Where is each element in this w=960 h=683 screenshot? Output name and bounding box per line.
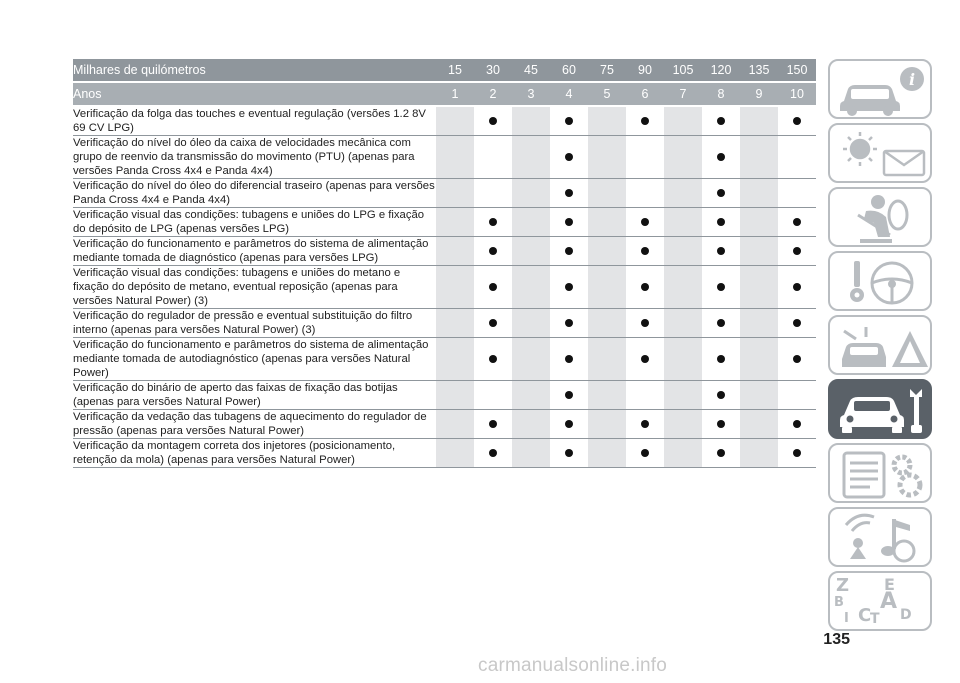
year-header-cell: 7 (664, 82, 702, 106)
interval-cell (740, 439, 778, 468)
km-header-cell: 75 (588, 59, 626, 82)
operation-description: Verificação do funcionamento e parâmetros do sistema de alimentação mediante tomada de diagnóstico (apenas para versões LPG) (73, 237, 436, 266)
interval-cell (436, 309, 474, 338)
interval-cell (512, 237, 550, 266)
interval-cell (664, 179, 702, 208)
km-header-label: Milhares de quilómetros (73, 59, 436, 82)
interval-cell (474, 179, 512, 208)
year-header-cell: 2 (474, 82, 512, 106)
interval-cell (474, 439, 512, 468)
index-letter: A (880, 589, 898, 614)
interval-cell (474, 106, 512, 136)
interval-cell (740, 381, 778, 410)
interval-cell (512, 381, 550, 410)
index-letter: E (884, 575, 895, 594)
km-header-cell: 120 (702, 59, 740, 82)
tab-safety[interactable] (828, 187, 932, 247)
interval-cell (512, 179, 550, 208)
interval-cell (740, 106, 778, 136)
index-letter: C (858, 605, 872, 626)
interval-cell (664, 266, 702, 309)
index-icon (830, 573, 930, 629)
check-mark-dot (641, 218, 649, 226)
interval-cell (436, 179, 474, 208)
interval-cell (588, 309, 626, 338)
interval-cell (474, 381, 512, 410)
interval-cell (664, 237, 702, 266)
interval-cell (588, 106, 626, 136)
interval-cell (474, 410, 512, 439)
interval-cell (550, 338, 588, 381)
interval-cell (702, 439, 740, 468)
check-mark-dot (489, 117, 497, 125)
check-mark-dot (717, 218, 725, 226)
interval-cell (550, 309, 588, 338)
check-mark-dot (717, 117, 725, 125)
operation-description: Verificação do binário de aperto das faixas de fixação das botijas (apenas para versões Natural Power) (73, 381, 436, 410)
interval-cell (664, 381, 702, 410)
interval-cell (436, 338, 474, 381)
interval-cell (702, 208, 740, 237)
km-header-cell: 135 (740, 59, 778, 82)
table-row (73, 410, 816, 439)
check-mark-dot (565, 283, 573, 291)
operation-description: Verificação da folga das touches e eventual regulação (versões 1.2 8V 69 CV LPG) (73, 106, 436, 136)
km-header-cell: 15 (436, 59, 474, 82)
table-row (73, 381, 816, 410)
tab-starting-driving[interactable] (828, 251, 932, 311)
year-header-cell: 5 (588, 82, 626, 106)
interval-cell (550, 237, 588, 266)
tab-warning-lights[interactable] (828, 123, 932, 183)
interval-cell (474, 237, 512, 266)
interval-cell (702, 410, 740, 439)
check-mark-dot (717, 283, 725, 291)
interval-cell (588, 338, 626, 381)
interval-cell (436, 208, 474, 237)
index-letter: T (870, 611, 880, 627)
check-mark-dot (565, 391, 573, 399)
technical-data-icon (830, 445, 934, 505)
watermark-text: carmanualsonline.info (478, 655, 668, 676)
interval-cell (702, 136, 740, 179)
index-letter: D (900, 607, 912, 623)
interval-cell (550, 208, 588, 237)
interval-cell (740, 136, 778, 179)
check-mark-dot (717, 391, 725, 399)
check-mark-dot (793, 218, 801, 226)
year-header-cell: 3 (512, 82, 550, 106)
interval-cell (702, 338, 740, 381)
interval-cell (778, 136, 816, 179)
interval-cell (626, 237, 664, 266)
warning-lights-icon (830, 125, 934, 185)
check-mark-dot (793, 319, 801, 327)
check-mark-dot (489, 355, 497, 363)
interval-cell (550, 179, 588, 208)
interval-cell (778, 309, 816, 338)
interval-cell (436, 266, 474, 309)
year-header-cell: 10 (778, 82, 816, 106)
car-info-icon (830, 61, 934, 121)
operation-description: Verificação do nível do óleo do diferencial traseiro (apenas para versões Panda Cross 4x4 e Panda 4x4) (73, 180, 435, 206)
check-mark-dot (641, 355, 649, 363)
km-header-cell: 60 (550, 59, 588, 82)
check-mark-dot (717, 189, 725, 197)
interval-cell (664, 106, 702, 136)
interval-cell (550, 136, 588, 179)
check-mark-dot (565, 319, 573, 327)
year-header-cell: 4 (550, 82, 588, 106)
interval-cell (626, 338, 664, 381)
page-number: 135 (823, 631, 850, 648)
interval-cell (436, 410, 474, 439)
tab-multimedia[interactable] (828, 507, 932, 567)
table-row (73, 136, 816, 179)
interval-cell (778, 106, 816, 136)
check-mark-dot (565, 218, 573, 226)
interval-cell (778, 410, 816, 439)
interval-cell (664, 410, 702, 439)
interval-cell (664, 208, 702, 237)
interval-cell (664, 338, 702, 381)
check-mark-dot (489, 420, 497, 428)
interval-cell (550, 439, 588, 468)
interval-cell (588, 179, 626, 208)
table-row (73, 309, 816, 338)
table-row (73, 106, 816, 136)
interval-cell (626, 208, 664, 237)
interval-cell (436, 106, 474, 136)
km-header-cell: 30 (474, 59, 512, 82)
interval-cell (626, 410, 664, 439)
interval-cell (626, 266, 664, 309)
tab-emergency[interactable] (828, 315, 932, 375)
table-row (73, 439, 816, 468)
check-mark-dot (641, 247, 649, 255)
check-mark-dot (717, 449, 725, 457)
interval-cell (588, 208, 626, 237)
interval-cell (778, 439, 816, 468)
interval-cell (702, 309, 740, 338)
svg-text:i: i (909, 70, 916, 89)
check-mark-dot (793, 117, 801, 125)
check-mark-dot (793, 449, 801, 457)
interval-cell (702, 106, 740, 136)
check-mark-dot (793, 420, 801, 428)
interval-cell (778, 237, 816, 266)
interval-cell (436, 381, 474, 410)
index-letter: Z (836, 575, 850, 596)
km-header-cell: 45 (512, 59, 550, 82)
operation-description: Verificação visual das condições: tubagens e uniões do LPG e fixação do depósito de LPG (apenas versões LPG) (73, 208, 436, 237)
check-mark-dot (641, 420, 649, 428)
check-mark-dot (565, 117, 573, 125)
interval-cell (664, 309, 702, 338)
interval-cell (474, 309, 512, 338)
km-header-cell: 150 (778, 59, 816, 82)
tab-car-info[interactable] (828, 59, 932, 119)
interval-cell (550, 381, 588, 410)
interval-cell (474, 136, 512, 179)
interval-cell (588, 410, 626, 439)
interval-cell (778, 266, 816, 309)
check-mark-dot (717, 153, 725, 161)
check-mark-dot (489, 218, 497, 226)
interval-cell (474, 338, 512, 381)
table-row (73, 208, 816, 237)
index-letter: I (844, 611, 849, 626)
check-mark-dot (565, 420, 573, 428)
check-mark-dot (793, 283, 801, 291)
interval-cell (626, 106, 664, 136)
interval-cell (512, 136, 550, 179)
interval-cell (664, 439, 702, 468)
interval-cell (626, 309, 664, 338)
interval-cell (626, 439, 664, 468)
table-row (73, 237, 816, 266)
interval-cell (740, 309, 778, 338)
interval-cell (512, 208, 550, 237)
interval-cell (740, 266, 778, 309)
safety-airbag-icon (830, 189, 934, 249)
header-row-km (73, 59, 816, 82)
interval-cell (588, 136, 626, 179)
table-row (73, 266, 816, 309)
check-mark-dot (565, 247, 573, 255)
interval-cell (702, 237, 740, 266)
interval-cell (550, 106, 588, 136)
interval-cell (550, 410, 588, 439)
check-mark-dot (717, 247, 725, 255)
interval-cell (436, 136, 474, 179)
schedule-rows (73, 106, 816, 468)
check-mark-dot (641, 117, 649, 125)
table-row (73, 338, 816, 381)
check-mark-dot (717, 319, 725, 327)
interval-cell (512, 410, 550, 439)
interval-cell (740, 338, 778, 381)
year-header-cell: 8 (702, 82, 740, 106)
operation-description: Verificação do regulador de pressão e eventual substituição do filtro interno (apenas para versões Natural Power) (3) (73, 309, 436, 338)
interval-cell (626, 136, 664, 179)
interval-cell (588, 237, 626, 266)
interval-cell (512, 309, 550, 338)
interval-cell (474, 266, 512, 309)
interval-cell (626, 179, 664, 208)
interval-cell (778, 338, 816, 381)
interval-cell (778, 208, 816, 237)
interval-cell (512, 106, 550, 136)
check-mark-dot (489, 283, 497, 291)
interval-cell (740, 208, 778, 237)
interval-cell (664, 136, 702, 179)
operation-description: Verificação do funcionamento e parâmetros do sistema de alimentação mediante tomada de autodiagnóstico (apenas para versões Natural Power) (73, 338, 436, 381)
header-row-years (73, 82, 816, 106)
interval-cell (588, 266, 626, 309)
year-header-cell: 1 (436, 82, 474, 106)
years-header-label: Anos (73, 82, 436, 106)
tab-technical-data[interactable] (828, 443, 932, 503)
check-mark-dot (717, 355, 725, 363)
interval-cell (512, 439, 550, 468)
check-mark-dot (793, 247, 801, 255)
interval-cell (588, 381, 626, 410)
maintenance-schedule-table (73, 59, 816, 468)
check-mark-dot (717, 420, 725, 428)
interval-cell (702, 266, 740, 309)
check-mark-dot (565, 153, 573, 161)
operation-description: Verificação da montagem correta dos injetores (posicionamento, retenção da mola) (apenas para versões Natural Power) (73, 439, 436, 468)
interval-cell (474, 208, 512, 237)
operation-description: Verificação da vedação das tubagens de aquecimento do regulador de pressão (apenas para versões Natural Power) (73, 410, 436, 439)
interval-cell (588, 439, 626, 468)
interval-cell (436, 439, 474, 468)
check-mark-dot (565, 189, 573, 197)
interval-cell (436, 237, 474, 266)
check-mark-dot (641, 449, 649, 457)
check-mark-dot (641, 319, 649, 327)
tab-index[interactable] (828, 571, 932, 631)
operation-description: Verificação visual das condições: tubagens e uniões do metano e fixação do depósito de metano, eventual reposição (apenas para versões Natural Power) (3) (73, 266, 436, 309)
year-header-cell: 9 (740, 82, 778, 106)
interval-cell (740, 179, 778, 208)
interval-cell (512, 266, 550, 309)
check-mark-dot (489, 319, 497, 327)
check-mark-dot (641, 283, 649, 291)
tab-car-maintenance[interactable] (828, 379, 932, 439)
interval-cell (512, 338, 550, 381)
check-mark-dot (489, 247, 497, 255)
check-mark-dot (565, 449, 573, 457)
emergency-icon (830, 317, 934, 377)
interval-cell (626, 381, 664, 410)
km-header-cell: 90 (626, 59, 664, 82)
check-mark-dot (565, 355, 573, 363)
interval-cell (778, 179, 816, 208)
starting-driving-icon (830, 253, 934, 313)
operation-description: Verificação do nível do óleo da caixa de velocidades mecânica com grupo de reenvio da transmissão do movimento (PTU) (apenas para versões Panda Cross 4x4 e Panda 4x4) (73, 136, 436, 179)
multimedia-icon (830, 509, 934, 569)
interval-cell (702, 381, 740, 410)
interval-cell (550, 266, 588, 309)
km-header-cell: 105 (664, 59, 702, 82)
interval-cell (740, 410, 778, 439)
check-mark-dot (793, 355, 801, 363)
car-maintenance-icon (830, 381, 934, 441)
check-mark-dot (489, 449, 497, 457)
table-row (73, 179, 816, 208)
year-header-cell: 6 (626, 82, 664, 106)
interval-cell (702, 179, 740, 208)
interval-cell (778, 381, 816, 410)
interval-cell (740, 237, 778, 266)
index-letter: B (834, 595, 844, 610)
